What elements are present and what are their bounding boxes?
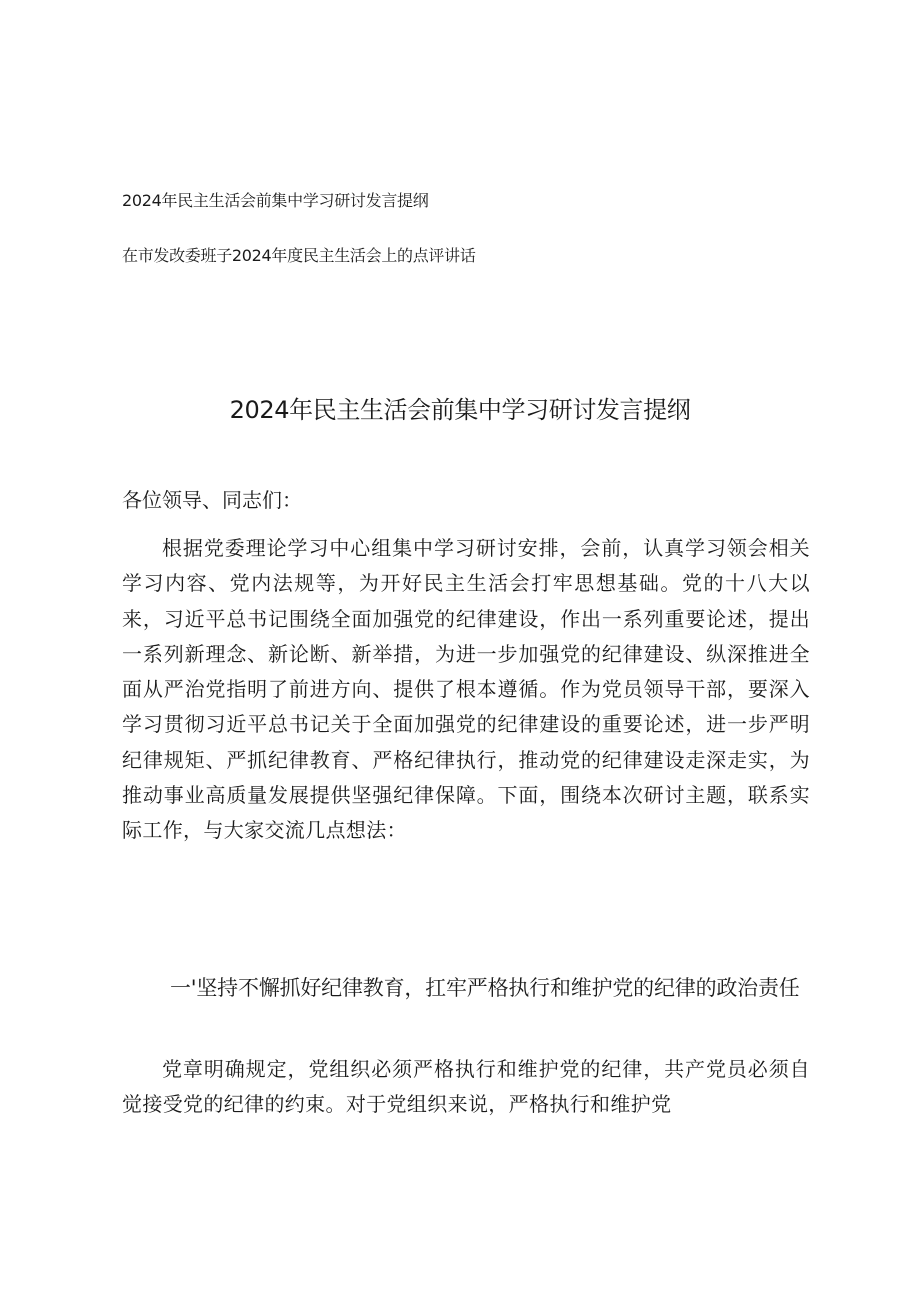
document-title: 2024年民主生活会前集中学习研讨发言提纲 (229, 396, 691, 424)
salutation: 各位领导、同志们： (122, 488, 302, 512)
body-paragraph-2: 党章明确规定，党组织必须严格执行和维护党的纪律，共产党员必须自觉接受党的纪律的约束。对于党组织来说，严格执行和维护党 (122, 1057, 810, 1117)
section-1-heading: 一'坚持不懈抓好纪律教育，扛牢严格执行和维护党的纪律的政治责任 (170, 976, 800, 1000)
toc-item-2[interactable]: 在市发改委班子2024年度民主生活会上的点评讲话 (122, 246, 476, 265)
toc-item-1[interactable]: 2024年民主生活会前集中学习研讨发言提纲 (122, 191, 429, 210)
body-paragraph-1: 根据党委理论学习中心组集中学习研讨安排，会前，认真学习领会相关学习内容、党内法规等，为开好民主生活会打牢思想基础。党的十八大以来，习近平总书记围绕全面加强党的纪律建设，作出一系列重要论述，提出一系列新理念、新论断、新举措，为进一步加强党的纪律建设、纵深推进全面从严治党指明了前进方向、提供了根本遵循。作为党员领导干部，要深入学习贯彻习近平总书记关于全面加强党的纪律建设的重要论述，进一步严明纪律规矩、严抓纪律教育、严格纪律执行，推动党的纪律建设走深走实，为推动事业高质量发展提供坚强纪律保障。下面，围绕本次研讨主题，联系实际工作，与大家交流几点想法： (122, 536, 810, 843)
